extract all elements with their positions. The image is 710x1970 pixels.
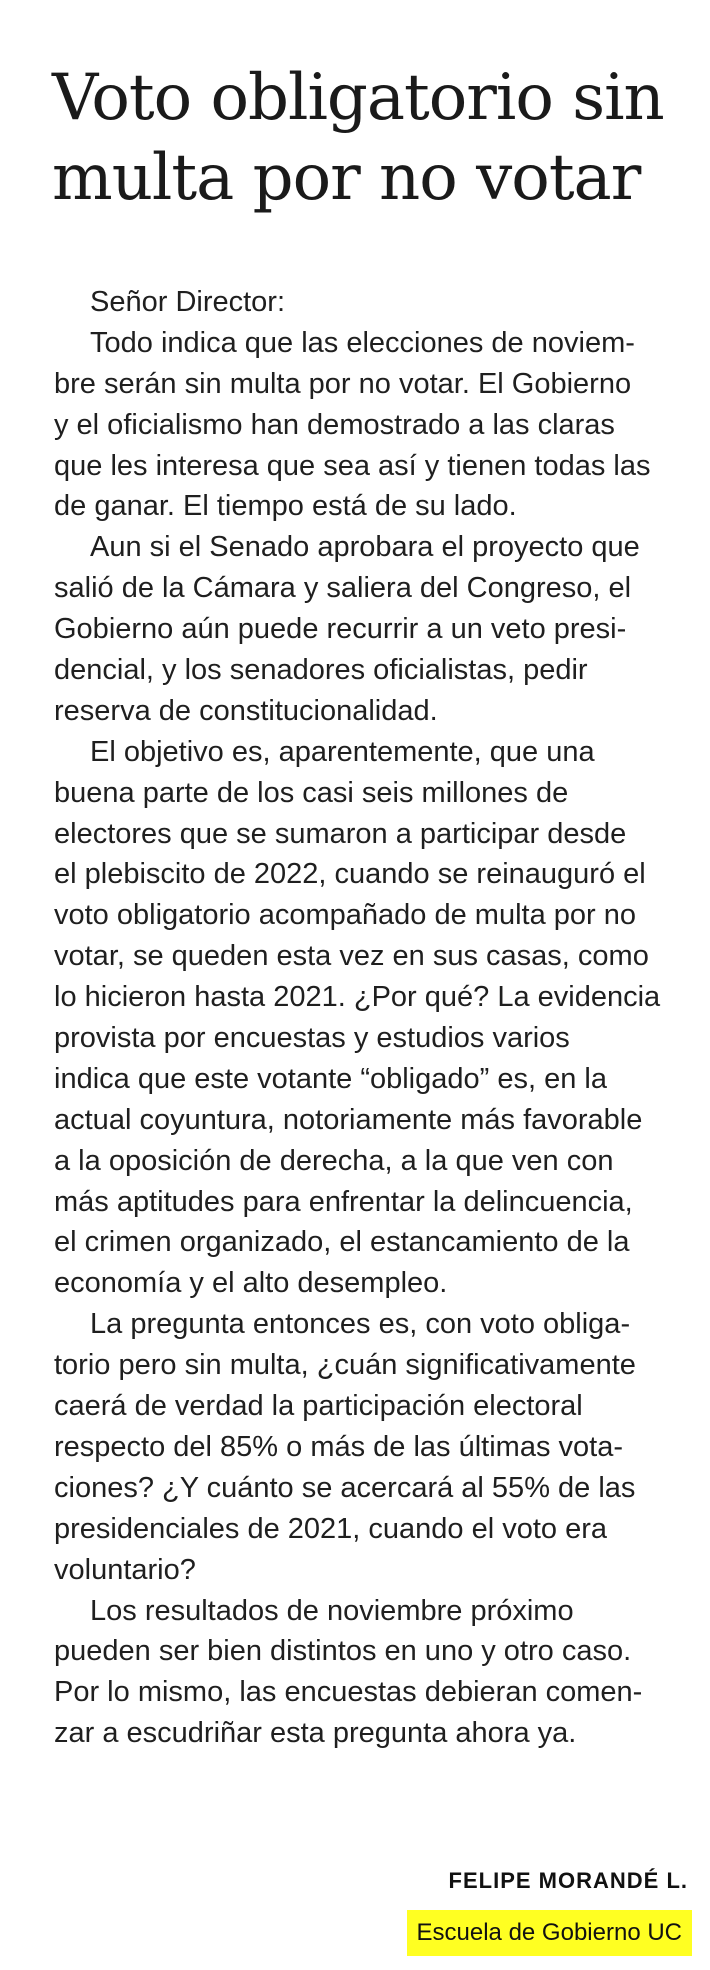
text-line: electores que se sumaron a participar desde — [54, 817, 627, 850]
text-line: Gobierno aún puede recurrir a un veto presi- — [54, 613, 627, 646]
text-line: bre serán sin multa por no votar. El Gobierno — [54, 367, 632, 400]
text-line: Por lo mismo, las encuestas debieran comen- — [54, 1676, 643, 1709]
paragraph — [54, 732, 684, 1304]
text-line: indica que este votante “obligado” es, en la — [54, 1062, 607, 1095]
text-line: dencial, y los senadores oficialistas, pedir — [54, 654, 588, 687]
text-line: el plebiscito de 2022, cuando se reinauguró el — [54, 858, 646, 891]
paragraph — [54, 1304, 684, 1590]
headline-line: Voto obligatorio sin — [52, 61, 664, 135]
author-affiliation: Escuela de Gobierno UC — [407, 1910, 692, 1956]
text-line: salió de la Cámara y saliera del Congreso, el — [54, 572, 632, 605]
text-line: más aptitudes para enfrentar la delincuencia, — [54, 1185, 633, 1218]
text-line: actual coyuntura, notoriamente más favorable — [54, 1103, 643, 1136]
text-line: de ganar. El tiempo está de su lado. — [54, 490, 517, 523]
paragraph — [54, 1591, 684, 1755]
headline — [52, 58, 692, 218]
text-line: La pregunta entonces es, con voto obliga- — [90, 1308, 631, 1341]
text-line: ciones? ¿Y cuánto se acercará al 55% de las — [54, 1471, 636, 1504]
text-line: lo hicieron hasta 2021. ¿Por qué? La evidencia — [54, 981, 661, 1014]
text-line: Aun si el Senado aprobara el proyecto que — [90, 531, 640, 564]
salutation: Señor Director: — [90, 286, 286, 318]
text-line: respecto del 85% o más de las últimas vota- — [54, 1430, 623, 1463]
text-line: economía y el alto desempleo. — [54, 1267, 448, 1300]
headline-line: multa por no votar — [52, 141, 641, 215]
text-line: el crimen organizado, el estancamiento de la — [54, 1226, 630, 1259]
text-line: reserva de constitucionalidad. — [54, 694, 438, 727]
text-line: Todo indica que las elecciones de noviem- — [90, 326, 635, 359]
text-line: presidenciales de 2021, cuando el voto era — [54, 1512, 607, 1545]
text-line: votar, se queden esta vez en sus casas, como — [54, 940, 649, 973]
text-line: que les interesa que sea así y tienen todas las — [54, 449, 651, 482]
text-line: voluntario? — [54, 1553, 196, 1586]
text-line: buena parte de los casi seis millones de — [54, 776, 569, 809]
text-line: voto obligatorio acompañado de multa por no — [54, 899, 636, 932]
text-line: y el oficialismo han demostrado a las claras — [54, 408, 615, 441]
text-line: provista por encuestas y estudios varios — [54, 1022, 570, 1055]
text-line: a la oposición de derecha, a la que ven con — [54, 1144, 614, 1177]
text-line: caerá de verdad la participación electoral — [54, 1390, 583, 1423]
text-line: torio pero sin multa, ¿cuán significativamente — [54, 1349, 636, 1382]
text-line: Los resultados de noviembre próximo — [90, 1594, 574, 1627]
text-line: pueden ser bien distintos en uno y otro caso. — [54, 1635, 632, 1668]
author-name: FELIPE MORANDÉ L. — [448, 1868, 688, 1893]
letter-body — [54, 282, 684, 1754]
text-line: El objetivo es, aparentemente, que una — [90, 735, 595, 768]
paragraph — [54, 323, 684, 527]
paragraph — [54, 527, 684, 731]
text-line: zar a escudriñar esta pregunta ahora ya. — [54, 1717, 577, 1750]
